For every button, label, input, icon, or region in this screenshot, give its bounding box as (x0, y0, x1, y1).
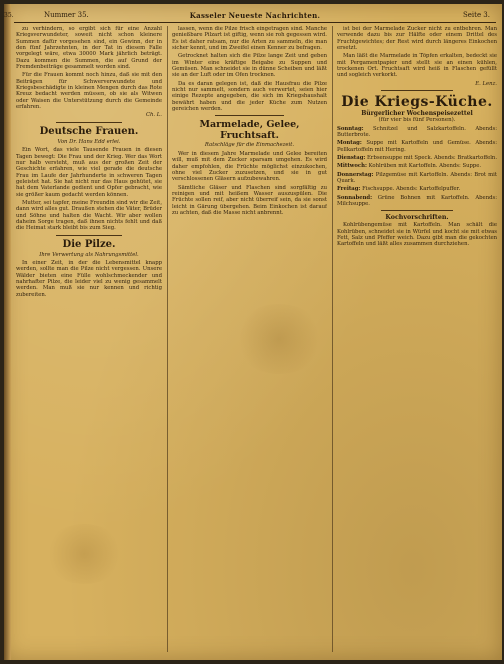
article-heading-marmelade: Marmelade, Gelee, Fruchtsaft. (199, 119, 300, 142)
article-paragraph: Mutter, sei tapfer, meine Freundin sind wir die Zeit, dann wird alles gut. Draußen stehen die Väter, Brüder und Söhne und halten die Wacht. Wir aber wollen daheim Sorge tragen, daß ihnen nichts fehlt und daß die Heimat stark bleibt bis zum Sieg. (16, 199, 162, 232)
article-paragraph: Wer in diesem Jahre Marmelade und Gelee bereiten will, muß mit dem Zucker sparsam umgehen. Es wird daher empfohlen, die Früchte möglichst einzukochen, ohne viel Zucker zuzusetzen, und sie in gut verschlossenen Gläsern aufzubewahren. (172, 150, 327, 183)
menu-row (337, 140, 497, 153)
menu-row (337, 126, 497, 139)
menu-day: Montag: (337, 140, 362, 147)
issue-number: Nummer 35. (44, 11, 89, 19)
menu-day: Donnerstag: (337, 171, 374, 178)
article-paragraph: Ein Wort, das viele Tausende Frauen in diesen Tagen bewegt: Die Frau und der Krieg. Wer das Wort nur halb versteht, muß aus der großen Zeit der Geschichte erfahren, wie viel gerade die deutsche Frau im Laufe der Jahrhunderte in schweren Tagen geleistet hat. Sie hat nicht nur das Haus gehütet, sie hat dem Vaterlande gedient und Opfer gebracht, wie sie größer kaum gedacht werden können. (16, 147, 162, 198)
newspaper-title: Kasseler Neueste Nachrichten. (189, 11, 321, 20)
menu-day: Sonnabend: (337, 194, 373, 201)
article-byline: Von Dr. Hans Edd erlei. (57, 138, 121, 145)
page-number: Seite 3. (462, 11, 490, 19)
author-signature: E. Lenz. (475, 80, 497, 87)
column-middle (172, 26, 327, 654)
menu-day: Mittwoch: (337, 163, 367, 170)
article-paragraph: Getrocknet halten sich die Pilze lange Zeit und geben im Winter eine kräftige Beigabe zu Suppen und Gemüsen. Man schneidet sie in dünne Scheiben und läßt sie an der Luft oder im Ofen trocknen. (172, 53, 327, 79)
previous-page-number: 35. (4, 12, 14, 19)
article-paragraph: Man läßt die Marmelade in Töpfen erkalten, bedeckt sie mit Pergamentpapier und stellt sie an einen kühlen, trockenen Ort. Fruchtsaft wird heiß in Flaschen gefüllt und sogleich verkorkt. (337, 53, 497, 79)
column-divider (167, 26, 168, 652)
weekly-menu (337, 126, 497, 208)
article-paragraph: lassen, wenn die Pilze frisch eingetragen sind. Manche genießbare Pilzart ist giftig, wenn sie roh gegessen wird. Es ist daher ratsam, nur die Arten zu sammeln, die man sicher kennt, und im Zweifel einen Kenner zu befragen. (172, 26, 327, 52)
menu-day: Freitag: (337, 186, 361, 193)
section-separator (381, 90, 453, 91)
section-separator (56, 122, 122, 123)
menu-text: Kohlrüben mit Kartoffeln. Abends: Suppe. (368, 163, 482, 170)
menu-row (337, 155, 497, 161)
menu-text: Erbsensuppe mit Speck. Abends: Bratkartoffeln. (367, 154, 497, 161)
author-signature: Ch. L. (145, 112, 162, 119)
article-paragraph: zu verhindern, so ergibt sich für eine Anzahl Kriegsverwundeter, soweit nicht schon kleinere Summen dafür vorgesehen sind, ein Gewinn, der in den fünf Jahrzehnten, in der Tat in diesem Falle vorgelegt wäre, etwa 30000 Mark jährlich beträgt. Dazu kommen die Summen, die auf Grund der Fremdenbeiträge gesammelt worden sind. (16, 26, 162, 71)
binding-edge (4, 4, 11, 660)
menu-row (337, 172, 497, 185)
article-subtitle: Ihre Verwertung als Nahrungsmittel. (39, 251, 139, 258)
column-right (337, 26, 497, 654)
article-heading-die-pilze: Die Pilze. (62, 238, 116, 250)
menu-text: Pilzgemüse mit Kartoffeln. Abends: Brot mit Quark. (337, 171, 497, 184)
article-paragraph: ist bei der Marmelade Zucker nicht zu entbehren. Man verwende dazu bis zur Hälfte oder einem Drittel des Fruchtgewichtes; der Rest wird durch längeres Einkochen ersetzt. (337, 26, 497, 52)
article-heading-deutsche-frauen: Deutsche Frauen. (39, 125, 139, 137)
recipes-heading: Kochvorschriften. (385, 214, 449, 222)
menu-row (337, 195, 497, 208)
section-separator (381, 210, 453, 211)
menu-day: Dienstag: (337, 154, 366, 161)
section-separator (56, 235, 122, 236)
menu-row (337, 186, 497, 192)
column-divider (332, 26, 333, 652)
menu-text: Grüne Bohnen mit Kartoffeln. Abends: Milchsuppe. (337, 194, 497, 208)
article-paragraph: Da es daran gelegen ist, daß die Hausfrau die Pilze nicht nur sammelt, sondern auch verwertet, seien hier einige Rezepte angegeben, die sich im Kriegshaushalt bewährt haben und die jeder Küche zum Nutzen gereichen werden. (172, 80, 327, 113)
page-header (4, 9, 496, 23)
menu-subtitle: (für vier bis fünf Personen). (378, 117, 456, 124)
newspaper-page (4, 4, 502, 660)
article-paragraph: In einer Zeit, in der die Lebensmittel knapp werden, sollte man die Pilze nicht vergessen. Unsere Wälder bieten eine Fülle wohlschmeckender und nahrhafter Pilze, die leider viel zu wenig gesammelt werden. Man muß sie nur kennen und richtig zubereiten. (16, 259, 162, 298)
menu-text: Suppe mit Kartoffeln und Gemüse. Abends: Pellkartoffeln mit Hering. (337, 140, 497, 153)
menu-title: Bürgerlicher Wochenspeisezettel (361, 110, 473, 118)
menu-row (337, 163, 497, 169)
recipe-paragraph: Kohlrübengemüse mit Kartoffeln. Man schält die Kohlrüben, schneidet sie in Würfel und kocht sie mit etwas Fett, Salz und Pfeffer weich. Dazu gibt man die gekochten Kartoffeln und läßt alles zusammen durchziehen. (337, 222, 497, 248)
article-paragraph: Für die Frauen kommt noch hinzu, daß sie mit den Beiträgen für Schwerverwundete und Kriegsbeschädigte in kleinen Mengen durch das Rote Kreuz bedacht werden müssen, ob sie als Witwen oder Waisen die Unterstützung durch die Gemeinde erfahren. (16, 72, 162, 111)
menu-text: Fischsuppe. Abends: Kartoffelpuffer. (362, 186, 461, 193)
article-subtitle: Ratschläge für die Einmachezeit. (204, 142, 295, 149)
article-paragraph: Sämtliche Gläser und Flaschen sind sorgfältig zu reinigen und mit heißem Wasser auszuspülen. Die Früchte sollen reif, aber nicht überreif sein, da sie sonst leicht in Gärung übergehen. Beim Einkochen ist darauf zu achten, daß die Masse nicht anbrennt. (172, 184, 327, 216)
menu-day: Sonntag: (337, 125, 364, 132)
column-left (16, 26, 162, 654)
menu-text: Schnitzel und Salzkartoffeln. Abends: Butterbrote. (337, 125, 497, 138)
section-separator (215, 115, 285, 116)
section-heading-kriegs-kueche: Die Kriegs-Küche. (341, 94, 493, 111)
